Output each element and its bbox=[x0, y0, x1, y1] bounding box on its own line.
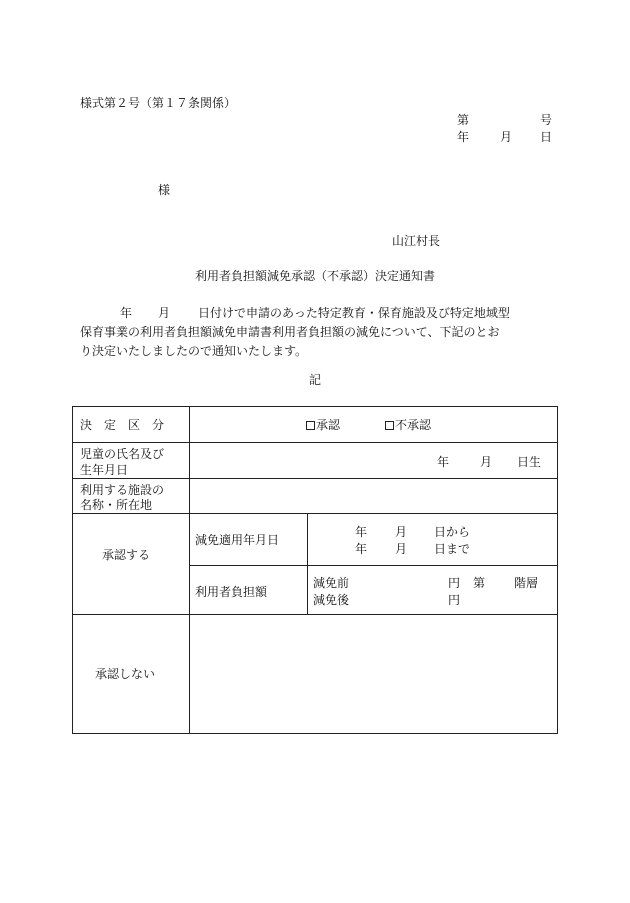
checkbox-icon bbox=[385, 421, 394, 430]
to-month: 月 bbox=[395, 542, 408, 556]
body-line3: り決定いたしましたので通知いたします。 bbox=[80, 344, 308, 358]
table-rule bbox=[189, 406, 190, 734]
after-unit: 円 bbox=[448, 593, 461, 607]
from-year: 年 bbox=[355, 525, 368, 539]
decision-label: 決 定 区 分 bbox=[80, 418, 165, 432]
before-label: 減免前 bbox=[313, 576, 350, 590]
table-border bbox=[557, 406, 558, 734]
approve-checkbox[interactable] bbox=[306, 419, 340, 431]
from-month: 月 bbox=[395, 525, 408, 539]
facility-label-line2: 名称・所在地 bbox=[80, 498, 153, 512]
document-number-suffix: 号 bbox=[540, 113, 553, 127]
approve-option-label: 承認 bbox=[316, 418, 341, 432]
table-rule bbox=[189, 565, 558, 566]
body-line2: 保育事業の利用者負担額減免申請書利用者負担額の減免について、下記のとお bbox=[80, 325, 500, 339]
period-label: 減免適用年月日 bbox=[195, 533, 280, 547]
table-rule bbox=[307, 513, 308, 614]
disapprove-checkbox[interactable] bbox=[385, 419, 431, 431]
table-border bbox=[72, 733, 558, 734]
document-number-label: 第 bbox=[457, 113, 470, 127]
checkbox-icon bbox=[306, 421, 315, 430]
before-unit: 円 bbox=[448, 576, 461, 590]
birth-day: 日生 bbox=[517, 455, 542, 469]
facility-label-line1: 利用する施設の bbox=[80, 483, 165, 497]
issuer: 山江村長 bbox=[392, 234, 441, 248]
reject-label: 承認しない bbox=[95, 667, 156, 681]
table-rule bbox=[72, 442, 558, 443]
body-month: 月 bbox=[158, 306, 171, 320]
date-year: 年 bbox=[457, 130, 470, 144]
burden-label: 利用者負担額 bbox=[195, 585, 268, 599]
table-rule bbox=[72, 478, 558, 479]
child-label-line1: 児童の氏名及び bbox=[80, 447, 165, 461]
to-day: 日まで bbox=[434, 542, 471, 556]
after-label: 減免後 bbox=[313, 593, 350, 607]
child-label-line2: 生年月日 bbox=[80, 463, 129, 477]
approve-label: 承認する bbox=[102, 548, 151, 562]
table-border bbox=[72, 406, 73, 734]
body-year: 年 bbox=[120, 306, 133, 320]
body-line1: 日付けで申請のあった特定教育・保育施設及び特定地域型 bbox=[198, 306, 510, 320]
body-text bbox=[80, 304, 555, 361]
to-year: 年 bbox=[355, 542, 368, 556]
table-border bbox=[72, 406, 558, 407]
date-month: 月 bbox=[500, 130, 513, 144]
birth-month: 月 bbox=[480, 455, 493, 469]
record-label: 記 bbox=[308, 373, 321, 387]
addressee: 様 bbox=[158, 183, 171, 197]
from-day: 日から bbox=[434, 525, 471, 539]
form-number: 様式第２号（第１７条関係） bbox=[80, 96, 237, 110]
disapprove-option-label: 不承認 bbox=[395, 418, 432, 432]
decision-table bbox=[72, 406, 558, 734]
birth-year: 年 bbox=[437, 455, 450, 469]
tier-suffix: 階層 bbox=[514, 576, 539, 590]
table-rule bbox=[72, 614, 558, 615]
document-title: 利用者負担額減免承認（不承認）決定通知書 bbox=[194, 269, 435, 283]
tier-prefix: 第 bbox=[473, 576, 486, 590]
date-day: 日 bbox=[540, 130, 553, 144]
table-rule bbox=[72, 513, 558, 514]
